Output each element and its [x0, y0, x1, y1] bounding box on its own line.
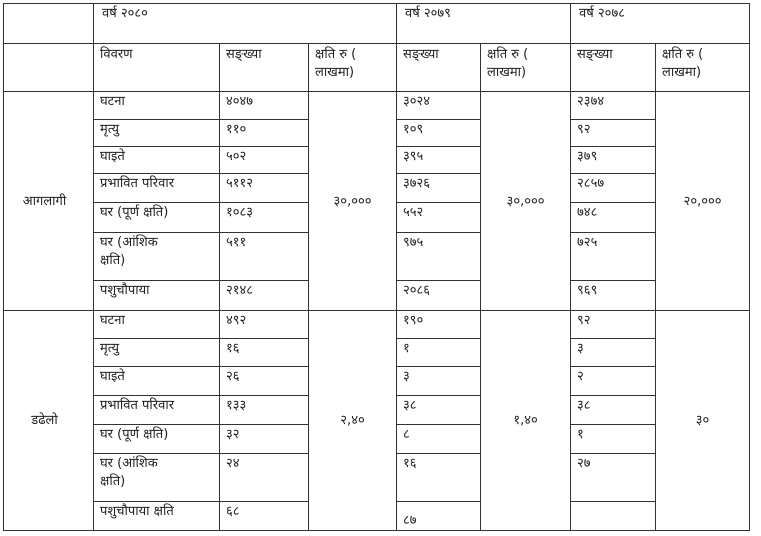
- count-cell: २३७४: [571, 92, 656, 120]
- count-cell: २६: [220, 367, 309, 396]
- loss-header-2080: [309, 44, 397, 92]
- row-label: पशुचौपाया: [94, 281, 220, 311]
- loss-header-line2: लाखमा): [662, 65, 702, 80]
- count-cell: २४: [220, 454, 309, 502]
- loss-header-line1: क्षति रु (: [487, 47, 529, 62]
- row-label: घर (पूर्ण क्षति): [94, 425, 220, 454]
- count-cell: ३०२४: [397, 92, 481, 120]
- row-label: [94, 233, 220, 281]
- loss-cell-2078: २०,०००: [656, 92, 750, 311]
- row-label: प्रभावित परिवार: [94, 174, 220, 203]
- count-cell: १०८३: [220, 203, 309, 233]
- count-cell: ४०४७: [220, 92, 309, 120]
- row-label-line1: घर (आंशिक: [100, 235, 158, 250]
- loss-cell-2080: ३०,०००: [309, 92, 397, 311]
- count-cell: ५५२: [397, 203, 481, 233]
- count-header-2080: सङ्ख्या: [220, 44, 309, 92]
- row-label: पशुचौपाया क्षति: [94, 502, 220, 531]
- disaster-statistics-table: [3, 3, 750, 531]
- row-label-line1: घर (आंशिक: [100, 456, 158, 471]
- row-label: घाइते: [94, 147, 220, 174]
- loss-cell-2080: २,४०: [309, 311, 397, 531]
- count-cell: १०९: [397, 120, 481, 147]
- count-cell: ३८: [571, 396, 656, 425]
- category-forest-fire: डढेलो: [4, 311, 94, 531]
- count-header-2078: सङ्ख्या: [571, 44, 656, 92]
- column-header-row: [4, 44, 750, 92]
- year-2078-header: वर्ष २०७८: [571, 4, 750, 44]
- row-label: मृत्यु: [94, 339, 220, 367]
- loss-header-line2: लाखमा): [315, 65, 355, 80]
- count-cell: ३९५: [397, 147, 481, 174]
- count-cell: २७: [571, 454, 656, 502]
- count-cell: ४९२: [220, 311, 309, 339]
- count-cell: ५०२: [220, 147, 309, 174]
- count-header-2079: सङ्ख्या: [397, 44, 481, 92]
- blank-header-cell: [4, 44, 94, 92]
- row-label: घर (पूर्ण क्षति): [94, 203, 220, 233]
- loss-header-line1: क्षति रु (: [662, 47, 704, 62]
- table-row: [4, 92, 750, 120]
- loss-header-line2: लाखमा): [487, 65, 527, 80]
- loss-header-line1: क्षति रु (: [315, 47, 357, 62]
- count-cell: १६: [220, 339, 309, 367]
- count-cell: ३: [571, 339, 656, 367]
- count-cell: ५११२: [220, 174, 309, 203]
- row-label: [94, 454, 220, 502]
- count-cell: १६: [397, 454, 481, 502]
- count-cell: ९२: [571, 311, 656, 339]
- count-cell: ३२: [220, 425, 309, 454]
- count-cell: १३३: [220, 396, 309, 425]
- year-2080-header: वर्ष २०८०: [94, 4, 397, 44]
- count-cell: १: [397, 339, 481, 367]
- details-header: विवरण: [94, 44, 220, 92]
- loss-header-2078: [656, 44, 750, 92]
- year-2079-header: वर्ष २०७९: [397, 4, 571, 44]
- row-label: घाइते: [94, 367, 220, 396]
- corner-cell: [4, 4, 94, 44]
- count-cell: ९६९: [571, 281, 656, 311]
- count-cell: ३: [397, 367, 481, 396]
- loss-header-2079: [481, 44, 571, 92]
- count-cell: ६८: [220, 502, 309, 531]
- year-header-row: [4, 4, 750, 44]
- loss-cell-2078: ३०: [656, 311, 750, 531]
- count-cell: ८७: [397, 502, 481, 531]
- count-cell: ९७५: [397, 233, 481, 281]
- count-cell: ८: [397, 425, 481, 454]
- count-cell: ७२५: [571, 233, 656, 281]
- category-fire: आगलागी: [4, 92, 94, 311]
- count-cell: २: [571, 367, 656, 396]
- count-cell: ९२: [571, 120, 656, 147]
- count-cell: २८५७: [571, 174, 656, 203]
- count-cell: ३७२६: [397, 174, 481, 203]
- row-label: घटना: [94, 92, 220, 120]
- count-cell: २१४८: [220, 281, 309, 311]
- count-cell: १: [571, 425, 656, 454]
- loss-cell-2079: ३०,०००: [481, 92, 571, 311]
- row-label: घटना: [94, 311, 220, 339]
- count-cell: ३८: [397, 396, 481, 425]
- loss-cell-2079: १,४०: [481, 311, 571, 531]
- row-label-line2: क्षति): [100, 253, 126, 268]
- row-label: प्रभावित परिवार: [94, 396, 220, 425]
- count-cell: ११०: [220, 120, 309, 147]
- table-row: [4, 311, 750, 339]
- count-cell: १९०: [397, 311, 481, 339]
- count-cell: ३७९: [571, 147, 656, 174]
- row-label-line2: क्षति): [100, 474, 126, 489]
- count-cell: [571, 502, 656, 531]
- row-label: मृत्यु: [94, 120, 220, 147]
- count-cell: ५११: [220, 233, 309, 281]
- count-cell: २०८६: [397, 281, 481, 311]
- count-cell: ७४८: [571, 203, 656, 233]
